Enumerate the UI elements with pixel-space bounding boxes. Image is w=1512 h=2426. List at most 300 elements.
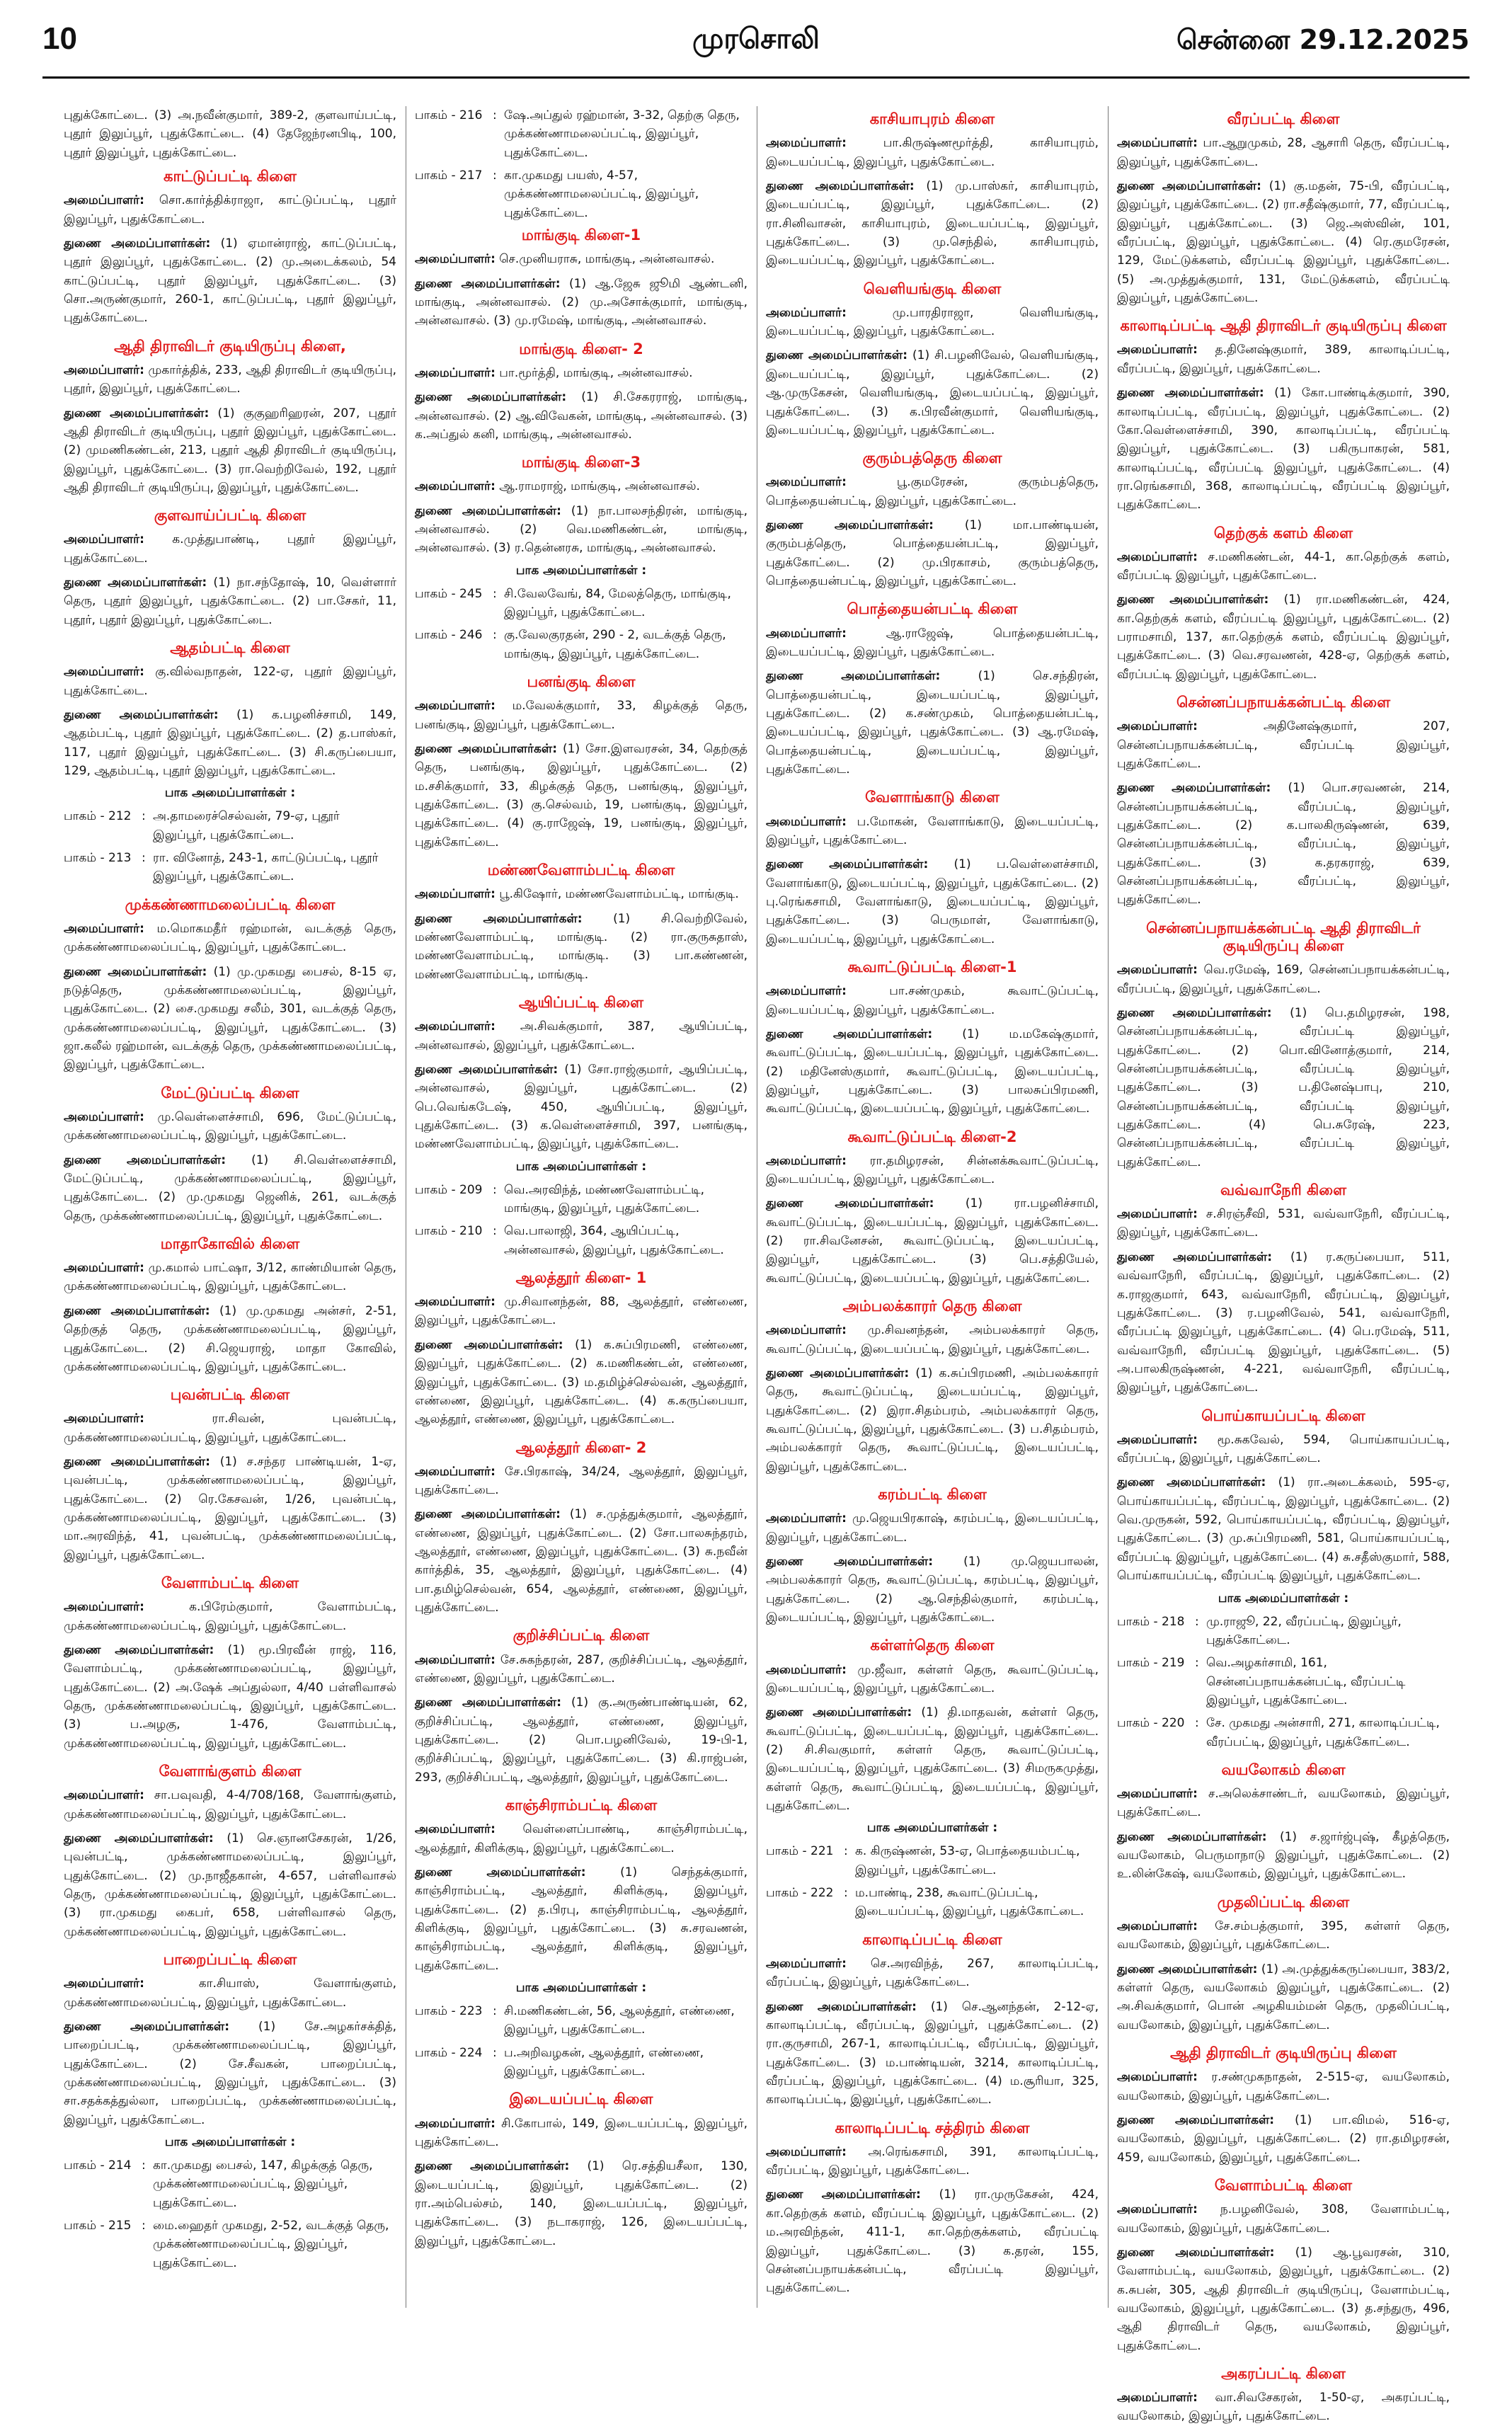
deputy-organizers-entry-text: (1) ரெ.சத்தியசீலா, 130, இடையப்பட்டி, இலுப்பூர், புதுக்கோட்டை. (2) ரா.அம்பெல்சம், 140, இடையப்பட்டி, இலுப்பூர், புதுக்கோட்டை. (3) நடாகராஜ், 126, இடையப்பட்டி, இலுப்பூர், புதுக்கோட்டை. — [415, 2159, 748, 2248]
organizer-entry-text: சே.சம்பத்குமார், 395, கள்ளர் தெரு, வயலோகம், இலுப்பூர், புதுக்கோட்டை. — [1117, 1919, 1450, 1952]
deputy-organizers-entry — [1117, 2243, 1450, 2355]
organizer-entry — [766, 1955, 1099, 1992]
organizer-entry-label: அமைப்பாளர்: — [766, 626, 847, 641]
organizer-entry — [64, 1974, 396, 2012]
deputy-organizers-entry-text: (1) மு.முகமது அன்சர், 2-51, தெற்குத் தெரு, முக்கண்ணாமலைப்பட்டி, இலுப்பூர், புதுக்கோட்டை. (2) சி.ஜெயராஜ், மாதா கோவில், முக்கண்ணாமலைப்பட்டி, இலுப்பூர், புதுக்கோட்டை. — [64, 1303, 396, 1374]
deputy-organizers-entry — [415, 2157, 748, 2250]
deputy-organizers-entry-text: (1) ம.மகேஷ்குமார், கூவாட்டுப்பட்டி, இடையப்பட்டி, இலுப்பூர், புதுக்கோட்டை. (2) மதினேஸ்குமார், கூவாட்டுப்பட்டி, இடையப்பட்டி, இலுப்பூர், புதுக்கோட்டை. (3) பாலசுப்பிரமணி, கூவாட்டுப்பட்டி, இடையப்பட்டி, இலுப்பூர், புதுக்கோட்டை. — [766, 1026, 1099, 1116]
deputy-organizers-entry-text: (1) ஆ.ஜேசு ஜூமி ஆண்டனி, மாங்குடி, அன்னவாசல். (2) மு.அசோக்குமார், மாங்குடி, அன்னவாசல். (3) மு.ரமேஷ், மாங்குடி, அன்னவாசல். — [415, 276, 748, 328]
branch-section — [766, 1931, 1099, 2110]
deputy-organizers-entry — [1117, 384, 1450, 514]
branch-section — [415, 2090, 748, 2250]
organizer-entry-text: பா.ஆறுமுகம், 28, ஆசாரி தெரு, வீரப்பட்டி, இலுப்பூர், புதுக்கோட்டை. — [1117, 136, 1450, 169]
organizer-entry-label: அமைப்பாளர்: — [766, 1511, 847, 1526]
organizer-entry-text: ச.அலெக்சாண்டர், வயலோகம், இலுப்பூர், புதுக்கோட்டை. — [1117, 1787, 1450, 1820]
organizer-entry-text: வெ.ரமேஷ், 169, சென்னப்பநாயக்கன்பட்டி, வீரப்பட்டி, இலுப்பூர், புதுக்கோட்டை. — [1117, 963, 1450, 996]
branch-section — [415, 454, 748, 663]
deputy-organizers-entry-label: துணை அமைப்பாளர்கள்: — [1117, 1005, 1272, 1020]
deputy-organizers-entry-text: (1) பா.விமல், 516-ஏ, வயலோகம், இலுப்பூர், புதுக்கோட்டை. (2) ரா.தமிழரசன், 459, வயலோகம், இலுப்பூர், புதுக்கோட்டை. — [1117, 2112, 1450, 2165]
organizer-entry-text: சா.பவுவதி, 4-4/708/168, வேளாங்குளம், முக்கண்ணாமலைப்பட்டி, இலுப்பூர், புதுக்கோட்டை. — [64, 1788, 397, 1821]
part-colon: : — [493, 2004, 497, 2018]
column-lead: புதுக்கோட்டை. (3) அ.நவீன்குமார், 389-2, குளவாய்பட்டி, புதூர் இலுப்பூர், புதுக்கோட்டை. (4) தேஜேந்ரனபிடி, 100, புதூர் இலுப்பூர், புதுக்கோட்டை. — [64, 108, 396, 160]
part-number: பாகம் - 224 — [415, 2045, 483, 2060]
organizer-entry-label: அமைப்பாளர்: — [415, 479, 496, 494]
deputy-organizers-entry-label: துணை அமைப்பாளர்கள்: — [1117, 781, 1271, 796]
organizer-entry-text: பா.கிருஷ்ணமூர்த்தி, காசியாபுரம், இடையப்பட்டி, இலுப்பூர், புதுக்கோட்டை. — [766, 136, 1099, 169]
column-4 — [1108, 106, 1450, 2424]
branch-title: வீரப்பட்டி கிளை — [1227, 110, 1340, 127]
branch-section — [1117, 2044, 1450, 2167]
deputy-organizers-entry-label: துணை அமைப்பாளர்கள்: — [64, 1643, 214, 1657]
deputy-organizers-entry-text: (1) கு.அருண்பாண்டியன், 62, குறிச்சிப்பட்டி, ஆலத்தூர், எண்ணை, இலுப்பூர், புதுக்கோட்டை. (2) பொ.பழனிவேல், 19-பி-1, குறிச்சிப்பட்டி, இலுப்பூர், புதுக்கோட்டை. (3) கி.ராஜ்பன், 293, குறிச்சிப்பட்டி, ஆலத்தூர், இலுப்பூர், புதுக்கோட்டை. — [415, 1695, 748, 1785]
branch-section — [1117, 920, 1450, 1172]
deputy-organizers-entry-text: (1) சே.அழகர்சக்தித், பாறைப்பட்டி, முக்கண்ணாமலைப்பட்டி, இலுப்பூர், புதுக்கோட்டை. (2) சே.சீவகன், பாறைப்பட்டி, முக்கண்ணாமலைப்பட்டி, இலுப்பூர், புதுக்கோட்டை. (3) சா.சதக்கத்துல்லா, பாறைப்பட்டி, முக்கண்ணாமலைப்பட்டி, இலுப்பூர், புதுக்கோட்டை. — [64, 2019, 396, 2127]
part-colon: : — [142, 851, 146, 866]
organizer-entry-text: ஆ.ராமராஜ், மாங்குடி, அன்னவாசல். — [499, 479, 700, 494]
deputy-organizers-entry-label: துணை அமைப்பாளர்கள்: — [64, 2019, 230, 2034]
organizer-entry-label: அமைப்பாளர்: — [766, 814, 847, 829]
organizer-entry-text: பா.மூர்த்தி, மாங்குடி, அன்னவாசல். — [499, 365, 693, 380]
branch-title: இடையப்பட்டி கிளை — [509, 2090, 653, 2108]
organizer-entry — [1117, 548, 1450, 585]
part-row — [415, 1181, 748, 1218]
deputy-organizers-entry — [64, 963, 396, 1075]
deputy-organizers-entry — [1117, 1004, 1450, 1172]
part-text: வெ.அழகர்சாமி, 161, சென்னப்பநாயக்கன்பட்டி, வீரப்பட்டி இலுப்பூர், புதுக்கோட்டை. — [1206, 1656, 1406, 1707]
part-number: பாகம் - 218 — [1117, 1614, 1185, 1629]
column-1 — [64, 106, 396, 2308]
organizer-entry-text: மூ.சுகவேல், 594, பொய்காயப்பட்டி, வீரப்பட்டி, இலுப்பூர், புதுக்கோட்டை. — [1117, 1432, 1450, 1466]
deputy-organizers-entry-label: துணை அமைப்பாளர்கள்: — [415, 1062, 559, 1077]
deputy-organizers-entry — [64, 1302, 396, 1376]
branch-title: தெற்குக் களம் கிளை — [1213, 524, 1353, 542]
deputy-organizers-entry-text: (1) செந்தக்குமார், காஞ்சிராம்பட்டி, ஆலத்தூர், கிளிக்குடி, இலுப்பூர், புதுக்கோட்டை. (2) த.பிரபு, காஞ்சிராம்பட்டி, ஆலத்தூர், கிளிக்குடி, இலுப்பூர், புதுக்கோட்டை. (3) சு.சரவணன், காஞ்சிராம்பட்டி, ஆலத்தூர், கிளிக்குடி, இலுப்பூர், புதுக்கோட்டை. — [415, 1865, 748, 1973]
deputy-organizers-entry — [1117, 1248, 1450, 1397]
deputy-organizers-entry-text: (1) க.சுப்பிரமணி, எண்ணை, இலுப்பூர், புதுக்கோட்டை. (2) க.மணிகண்டன், எண்ணை, இலுப்பூர், புதுக்கோட்டை. (3) ம.தமிழ்ச்செல்வன், ஆலத்தூர், எண்ணை, இலுப்பூர், புதுக்கோட்டை. (4) க.கருப்பையா, ஆலத்தூர், எண்ணை, இலுப்பூர், புதுக்கோட்டை. — [415, 1337, 748, 1427]
deputy-organizers-entry — [415, 275, 748, 331]
deputy-organizers-entry-text: (1) ர.கருப்பையா, 511, வவ்வாநேரி, வீரப்பட்டி, இலுப்பூர், புதுக்கோட்டை. (2) க.ராஜகுமார், 643, வவ்வாநேரி, வீரப்பட்டி, இலுப்பூர், புதுக்கோட்டை. (3) ர.பழனிவேல், 541, வவ்வாநேரி, வீரப்பட்டி இலுப்பூர், புதுக்கோட்டை. (4) பெ.ரமேஷ், 511, வவ்வாநேரி, வீரப்பட்டி இலுப்பூர், புதுக்கோட்டை. (5) அ.பாலகிருஷ்ணன், 4-221, வவ்வாநேரி, வீரப்பட்டி, இலுப்பூர், புதுக்கோட்டை. — [1117, 1249, 1450, 1395]
organizer-entry-text: மு.பாரதிராஜா, வெளியங்குடி, இடையப்பட்டி, இலுப்பூர், புதுக்கோட்டை. — [766, 305, 1099, 339]
deputy-organizers-entry — [415, 740, 748, 852]
organizer-entry-text: மு.கமால் பாட்ஷா, 3/12, காண்மியான் தெரு, முக்கண்ணாமலைப்பட்டி, இலுப்பூர், புதுக்கோட்டை. — [64, 1261, 396, 1294]
deputy-organizers-entry-text: (1) ச.சந்தர பாண்டியன், 1-ஏ, புவன்பட்டி, முக்கண்ணாமலைப்பட்டி, இலுப்பூர், புதுக்கோட்டை. (2) ரெ.கேசவன், 1/26, புவன்பட்டி, முக்கண்ணாமலைப்பட்டி, இலுப்பூர், புதுக்கோட்டை. (3) மா.அரவிந்த், 41, புவன்பட்டி, முக்கண்ணாமலைப்பட்டி, இலுப்பூர், புதுக்கோட்டை. — [64, 1455, 396, 1562]
branch-section — [766, 280, 1099, 440]
part-number: பாகம் - 209 — [415, 1182, 483, 1197]
branch-title: முதலிப்பட்டி கிளை — [1217, 1893, 1350, 1911]
deputy-organizers-entry-label: துணை அமைப்பாளர்கள்: — [415, 390, 567, 405]
branch-section — [766, 600, 1099, 779]
part-text: கு.வேலகுரதன், 290 - 2, வடக்குத் தெரு, மாங்குடி, இலுப்பூர், புதுக்கோட்டை. — [504, 628, 726, 661]
deputy-organizers-entry-text: (1) நா.சந்தோஷ், 10, வெள்ளார் தெரு, புதூர் இலுப்பூர், புதுக்கோட்டை. (2) பா.சேகர், 11, புதூர், புதூர் இலுப்பூர், புதுக்கோட்டை. — [64, 576, 396, 627]
organizer-entry — [1117, 2068, 1450, 2105]
organizer-entry-text: மு.ஜெயபிரகாஷ், கரம்பட்டி, இடையப்பட்டி, இலுப்பூர், புதுக்கோட்டை. — [766, 1511, 1099, 1545]
part-colon: : — [493, 1224, 497, 1239]
deputy-organizers-entry — [766, 1364, 1099, 1476]
organizer-entry-text: வா.சிவசேகரன், 1-50-ஏ, அகரப்பட்டி, வயலோகம், இலுப்பூர், புதுக்கோட்டை. — [1117, 2391, 1450, 2424]
deputy-organizers-entry — [415, 1060, 748, 1154]
branch-title: மாதாகோவில் கிளை — [160, 1235, 300, 1252]
part-number: பாகம் - 212 — [64, 809, 132, 824]
branch-section — [766, 450, 1099, 590]
organizer-entry-label: அமைப்பாளர்: — [415, 887, 496, 902]
organizer-entry-label: அமைப்பாளர்: — [766, 984, 847, 999]
deputy-organizers-entry-label: துணை அமைப்பாளர்கள்: — [766, 518, 934, 533]
branch-section — [64, 507, 396, 629]
organizer-entry-text: பூ.குமரேசன், குரும்பத்தெரு, பொத்தையன்பட்டி, இலுப்பூர், புதுக்கோட்டை. — [766, 475, 1099, 508]
part-colon: : — [844, 1885, 848, 1900]
organizer-entry — [415, 1017, 748, 1055]
deputy-organizers-entry — [766, 346, 1099, 440]
part-number: பாகம் - 246 — [415, 628, 483, 643]
organizer-entry-label: அமைப்பாளர்: — [766, 2144, 847, 2159]
organizer-entry-label: அமைப்பாளர்: — [64, 1788, 144, 1803]
part-text: ம.பாண்டி, 238, கூவாட்டுப்பட்டி, இடையப்பட்டி, இலுப்பூர், புதுக்கோட்டை. — [855, 1885, 1084, 1919]
organizer-entry-label: அமைப்பாளர்: — [766, 1662, 847, 1677]
deputy-organizers-entry — [1117, 590, 1450, 684]
organizer-entry-label: அமைப்பாளர்: — [766, 1323, 847, 1338]
organizer-entry — [1117, 341, 1450, 378]
organizer-entry-label: அமைப்பாளர்: — [64, 1261, 144, 1276]
branch-section — [766, 789, 1099, 949]
deputy-organizers-entry-text: (1) மா.பாண்டியன், குரும்பத்தெரு, பொத்தையன்பட்டி, இலுப்பூர், புதுக்கோட்டை. (2) மு.பிரகாசம், குரும்பத்தெரு, பொத்தையன்பட்டி, இலுப்பூர், புதுக்கோட்டை. — [766, 518, 1099, 589]
organizer-entry-label: அமைப்பாளர்: — [64, 532, 144, 547]
organizer-entry — [64, 920, 396, 957]
branch-section — [415, 1797, 748, 2081]
branch-section — [415, 862, 748, 984]
branch-section — [415, 994, 748, 1259]
branch-section — [64, 1085, 396, 1225]
deputy-organizers-entry-label: துணை அமைப்பாளர்கள்: — [766, 1999, 917, 2014]
deputy-organizers-entry-label: துணை அமைப்பாளர்கள்: — [1117, 2112, 1275, 2127]
organizer-entry — [766, 1321, 1099, 1358]
organizer-entry-text: க.முத்துபாண்டி, புதூர் இலுப்பூர், புதுக்கோட்டை. — [64, 532, 397, 566]
deputy-organizers-entry-text: (1) சோ.இளவரசன், 34, தெற்குத் தெரு, பனங்குடி, இலுப்பூர், புதுக்கோட்டை. (2) ம.சசிக்குமார், 33, கிழக்குத் தெரு, பனங்குடி, இலுப்பூர், புதுக்கோட்டை. (3) கு.செல்வம், 19, பனங்குடி, இலுப்பூர், புதுக்கோட்டை. (4) கு.ராஜேஷ், 19, பனங்குடி, இலுப்பூர், புதுக்கோட்டை. — [415, 742, 748, 849]
organizer-entry-label: அமைப்பாளர்: — [415, 252, 496, 267]
deputy-organizers-entry-text: (1) மூ.பிரவீன் ராஜ், 116, வேளாம்பட்டி, முக்கண்ணாமலைப்பட்டி, இலுப்பூர், புதுக்கோட்டை. (2) அ.ஷேக் அப்துல்லா, 4/40 பள்ளிவாசல் தெரு, முக்கண்ணாமலைப்பட்டி, இலுப்பூர், புதுக்கோட்டை. (3) ப.அழகு, 1-476, வேளாம்பட்டி, முக்கண்ணாமலைப்பட்டி, இலுப்பூர், புதுக்கோட்டை. — [64, 1643, 396, 1751]
organizer-entry-label: அமைப்பாளர்: — [1117, 2070, 1198, 2085]
deputy-organizers-entry-text: (1) பொ.சரவணன், 214, சென்னப்பநாயக்கன்பட்டி, வீரப்பட்டி, இலுப்பூர், புதுக்கோட்டை. (2) க.பாலகிருஷ்ணன், 639, சென்னப்பநாயக்கன்பட்டி, வீரப்பட்டி, இலுப்பூர், புதுக்கோட்டை. (3) க.தரகராஜ், 639, சென்னப்பநாயக்கன்பட்டி, வீரப்பட்டி, இலுப்பூர், புதுக்கோட்டை. — [1117, 781, 1450, 908]
deputy-organizers-entry — [415, 388, 748, 444]
organizer-entry-label: அமைப்பாளர்: — [415, 1019, 496, 1034]
part-text: சே. முகமது அன்சாரி, 271, காலாடிப்பட்டி, வீரப்பட்டி, இலுப்பூர், புதுக்கோட்டை. — [1206, 1716, 1440, 1749]
branch-title: புவன்பட்டி கிளை — [170, 1386, 290, 1404]
branch-title: காசியாபுரம் கிளை — [869, 110, 995, 127]
branch-section — [1117, 317, 1450, 514]
branch-title: அம்பலக்காரர் தெரு கிளை — [842, 1298, 1022, 1315]
part-organizers-heading: பாக அமைப்பாளர்கள் : — [164, 786, 296, 801]
branch-title: மாங்குடி கிளை-3 — [521, 454, 641, 471]
organizer-entry — [766, 1509, 1099, 1547]
deputy-organizers-entry-text: (1) செ.சந்திரன், பொத்தையன்பட்டி, இடையப்பட்டி, இலுப்பூர், புதுக்கோட்டை. (2) க.சண்முகம், பொத்தையன்பட்டி, இடையப்பட்டி, இலுப்பூர், புதுக்கோட்டை. (3) ஆ.ரமேஷ், பொத்தையன்பட்டி, இடையப்பட்டி, இலுப்பூர், புதுக்கோட்டை. — [766, 669, 1099, 777]
part-text: ஷே.அப்துல் ரஹ்மான், 3-32, தெற்கு தெரு, முக்கண்ணாமலைப்பட்டி, இலுப்பூர், புதுக்கோட்டை. — [504, 108, 740, 160]
part-number: பாகம் - 217 — [415, 168, 483, 183]
part-text: கா.முகமது பைசல், 147, கிழக்குத் தெரு, முக்கண்ணாமலைப்பட்டி, இலுப்பூர், புதுக்கோட்டை. — [153, 2158, 373, 2210]
branch-section — [415, 673, 748, 852]
organizer-entry-text: மு.ஜீவா, கள்ளர் தெரு, கூவாட்டுப்பட்டி, இடையப்பட்டி, இலுப்பூர், புதுக்கோட்டை. — [766, 1662, 1099, 1695]
organizer-entry-text: க.பிரேம்குமார், வேளாம்பட்டி, முக்கண்ணாமலைப்பட்டி, இலுப்பூர், புதுக்கோட்டை. — [64, 1600, 396, 1633]
branch-title: ஆதி திராவிடர் குடியிருப்பு கிளை, — [114, 337, 346, 355]
organizer-entry-text: ரா.சிவன், புவன்பட்டி, முக்கண்ணாமலைப்பட்டி, இலுப்பூர், புதுக்கோட்டை. — [64, 1412, 396, 1445]
organizer-entry-label: அமைப்பாளர்: — [64, 362, 144, 377]
organizer-entry — [766, 473, 1099, 510]
branch-title: சென்னப்பநாயக்கன்பட்டி கிளை — [1176, 694, 1391, 711]
branch-title: மேட்டுப்பட்டி கிளை — [161, 1084, 299, 1102]
branch-title: கூவாட்டுப்பட்டி கிளை-2 — [847, 1128, 1017, 1145]
branch-section — [64, 1951, 396, 2272]
branch-section — [64, 338, 396, 498]
part-row — [64, 807, 396, 845]
deputy-organizers-entry — [415, 502, 748, 558]
organizer-entry — [415, 477, 748, 496]
organizer-entry-text: ஆ.ராஜேஷ், பொத்தையன்பட்டி, இடையப்பட்டி, இலுப்பூர், புதுக்கோட்டை. — [766, 626, 1099, 659]
organizer-entry — [415, 885, 748, 903]
header-rule — [42, 76, 1470, 79]
part-text: க. கிருஷ்ணன், 53-ஏ, பொத்தையம்பட்டி, இலுப்பூர், புதுக்கோட்டை. — [855, 1844, 1080, 1877]
branch-section — [64, 1386, 396, 1564]
deputy-organizers-entry-label: துணை அமைப்பாளர்கள்: — [64, 1152, 227, 1167]
part-text: சி.வேலவேங், 84, மேலத்தெரு, மாங்குடி, இலுப்பூர், புதுக்கோட்டை. — [504, 586, 731, 620]
organizer-entry — [1117, 2388, 1450, 2426]
deputy-organizers-entry-label: துணை அமைப்பாளர்கள்: — [64, 236, 211, 251]
part-text: சி.மணிகண்டன், 56, ஆலத்தூர், எண்ணை, இலுப்பூர், புதுக்கோட்டை. — [504, 2004, 735, 2037]
deputy-organizers-entry — [64, 404, 396, 498]
deputy-organizers-entry — [1117, 1960, 1450, 2035]
deputy-organizers-entry-label: துணை அமைப்பாளர்கள்: — [766, 1366, 910, 1381]
part-organizers-heading: பாக அமைப்பாளர்கள் : — [515, 1159, 647, 1174]
branch-section — [1117, 1761, 1450, 1884]
branch-title: ஆதம்பட்டி கிளை — [170, 639, 290, 657]
deputy-organizers-entry — [766, 1998, 1099, 2110]
part-organizers-heading: பாக அமைப்பாளர்கள் : — [164, 2134, 296, 2149]
organizer-entry-label: அமைப்பாளர்: — [64, 921, 144, 936]
organizer-entry — [415, 697, 748, 734]
organizer-entry-label: அமைப்பாளர்: — [415, 1652, 496, 1667]
deputy-organizers-entry-text: (1) ரா.முருகேசன், 424, கா.தெற்குக் களம், வீரப்பட்டி இலுப்பூர், புதுக்கோட்டை. (2) ம.அரவிந்தன், 411-1, கா.தெற்குக்களம், வீரப்பட்டி இலுப்பூர், புதுக்கோட்டை. (3) க.தரன், 155, சென்னப்பநாயக்கன்பட்டி, வீரப்பட்டி இலுப்பூர், புதுக்கோட்டை. — [766, 2187, 1099, 2296]
branch-title: ஆலத்தூர் கிளை- 2 — [515, 1438, 647, 1456]
organizer-entry-text: ம.வேலக்குமார், 33, கிழக்குத் தெரு, பனங்குடி, இலுப்பூர், புதுக்கோட்டை. — [415, 699, 748, 732]
deputy-organizers-entry — [766, 1194, 1099, 1288]
deputy-organizers-entry-label: துணை அமைப்பாளர்கள்: — [1117, 1962, 1258, 1976]
deputy-organizers-entry-text: (1) ஆ.பூவரசன், 310, வேளாம்பட்டி, வயலோகம், இலுப்பூர், புதுக்கோட்டை. (2) க.சுபன், 305, ஆதி திராவிடர் குடியிருப்பு, வேளாம்பட்டி, வயலோகம், இலுப்பூர், புதுக்கோட்டை. (3) த.சந்துரு, 496, ஆதி திராவிடர் தெரு, வயலோகம், இலுப்பூர், புதுக்கோட்டை. — [1117, 2245, 1450, 2353]
branch-section — [1117, 525, 1450, 685]
part-colon: : — [493, 108, 497, 122]
part-text: ப.அறிவழகன், ஆலத்தூர், எண்ணை, இலுப்பூர், புதுக்கோட்டை. — [504, 2045, 704, 2079]
part-number: பாகம் - 220 — [1117, 1716, 1185, 1731]
branch-section — [64, 1574, 396, 1753]
part-number: பாகம் - 221 — [766, 1844, 834, 1859]
deputy-organizers-entry-label: துணை அமைப்பாளர்கள்: — [766, 669, 941, 684]
branch-title: வெளியங்குடி கிளை — [863, 280, 1002, 297]
deputy-organizers-entry-label: துணை அமைப்பாளர்கள்: — [766, 1554, 934, 1569]
organizer-entry-text: செ.அரவிந்த், 267, காலாடிப்பட்டி, வீரப்பட்டி, இலுப்பூர், புதுக்கோட்டை. — [766, 1956, 1099, 1990]
article-columns — [64, 106, 1451, 2424]
organizer-entry — [415, 2115, 748, 2152]
deputy-organizers-entry-label: துணை அமைப்பாளர்கள்: — [415, 742, 558, 756]
branch-title: கூவாட்டுப்பட்டி கிளை-1 — [847, 958, 1017, 975]
branch-title: கரம்பட்டி கிளை — [878, 1486, 987, 1504]
part-colon: : — [1195, 1656, 1199, 1671]
branch-section — [766, 1298, 1099, 1476]
organizer-entry-label: அமைப்பாளர்: — [766, 475, 847, 490]
organizer-entry — [1117, 1785, 1450, 1822]
part-colon: : — [142, 809, 146, 824]
branch-title: வேளாம்பட்டி கிளை — [161, 1574, 299, 1592]
organizer-entry-text: மு.சிவானந்தன், 88, ஆலத்தூர், எண்ணை, இலுப்பூர், புதுக்கோட்டை. — [415, 1295, 748, 1328]
organizer-entry-label: அமைப்பாளர்: — [415, 2116, 496, 2131]
deputy-organizers-entry-text: (1) கு.மதன், 75-பி, வீரப்பட்டி, இலுப்பூர், புதுக்கோட்டை. (2) ரா.சதீஷ்குமார், 77, வீரப்பட்டி, இலுப்பூர், புதுக்கோட்டை. (3) ஜெ.அஸ்வின், 101, வீரப்பட்டி, இலுப்பூர், புதுக்கோட்டை. (4) ரெ.குமரேசன், 129, மேட்டுக்களம், வீரப்பட்டி இலுப்பூர், புதுக்கோட்டை. (5) அ.முத்துக்குமார், 131, மேட்டுக்களம், வீரப்பட்டி இலுப்பூர், புதுக்கோட்டை. — [1117, 178, 1450, 305]
organizer-entry-text: அ.ரெங்கசாமி, 391, காலாடிப்பட்டி, வீரப்பட்டி, இலுப்பூர், புதுக்கோட்டை. — [766, 2144, 1099, 2178]
deputy-organizers-entry-label: துணை அமைப்பாளர்கள்: — [64, 708, 219, 722]
branch-title: பொத்தையன்பட்டி கிளை — [847, 600, 1018, 618]
branch-section — [766, 959, 1099, 1118]
organizer-entry — [766, 134, 1099, 171]
deputy-organizers-entry-text: (1) செ.ஆனந்தன், 2-12-ஏ, காலாடிப்பட்டி, வீரப்பட்டி, இலுப்பூர், புதுக்கோட்டை. (2) ரா.குருசாமி, 267-1, காலாடிப்பட்டி, வீரப்பட்டி, இலுப்பூர், புதுக்கோட்டை. (3) ம.பாண்டியன், 3214, காலாடிப்பட்டி, வீரப்பட்டி, இலுப்பூர், புதுக்கோட்டை. (4) ம.சூரியா, 325, காலாடிப்பட்டி, இலுப்பூர், புதுக்கோட்டை. — [766, 1999, 1099, 2107]
organizer-entry-label: அமைப்பாளர்: — [64, 193, 144, 208]
deputy-organizers-entry — [766, 1025, 1099, 1118]
organizer-entry — [64, 1409, 396, 1447]
organizer-entry-text: செ.முனியராசு, மாங்குடி, அன்னவாசல். — [499, 252, 715, 267]
deputy-organizers-entry-label: துணை அமைப்பாளர்கள்: — [1117, 2245, 1275, 2260]
branch-section — [415, 227, 748, 331]
organizer-entry-label: அமைப்பாளர்: — [1117, 1919, 1198, 1933]
organizer-entry-label: அமைப்பாளர்: — [64, 665, 144, 680]
organizer-entry — [1117, 2200, 1450, 2238]
organizer-entry — [64, 1259, 396, 1296]
part-colon: : — [142, 2158, 146, 2173]
part-text: மை.ஹைதர் முகமது, 2-52, வடக்குத் தெரு, முக்கண்ணாமலைப்பட்டி, இலுப்பூர், புதுக்கோட்டை. — [153, 2218, 389, 2270]
organizer-entry — [415, 250, 748, 268]
part-organizers-heading: பாக அமைப்பாளர்கள் : — [515, 563, 647, 578]
organizer-entry-text: சே.சுகந்தரன், 287, குறிச்சிப்பட்டி, ஆலத்தூர், எண்ணை, இலுப்பூர், புதுக்கோட்டை. — [415, 1652, 748, 1686]
deputy-organizers-entry-label: துணை அமைப்பாளர்கள்: — [1117, 178, 1261, 193]
branch-title: காஞ்சிராம்பட்டி கிளை — [505, 1797, 658, 1814]
organizer-entry — [766, 1152, 1099, 1189]
deputy-organizers-entry-label: துணை அமைப்பாளர்கள்: — [64, 964, 207, 979]
branch-title: ஆதி திராவிடர் குடியிருப்பு கிளை — [1170, 2044, 1397, 2062]
organizer-entry-text: முகார்த்திக், 233, ஆதி திராவிடர் குடியிருப்பு, புதூர், இலுப்பூர், புதுக்கோட்டை. — [64, 362, 396, 396]
deputy-organizers-entry-label: துணை அமைப்பாளர்கள்: — [64, 576, 207, 590]
deputy-organizers-entry — [766, 667, 1099, 779]
branch-title: வேளாம்பட்டி கிளை — [1214, 2176, 1353, 2194]
deputy-organizers-entry-text: (1) கோ.பாண்டிக்குமார், 390, காலாடிப்பட்டி, வீரப்பட்டி, இலுப்பூர், புதுக்கோட்டை. (2) கோ.வெள்ளைச்சாமி, 390, காலாடிப்பட்டி, வீரப்பட்டி இலுப்பூர், புதுக்கோட்டை. (3) பகிருபாகரன், 581, காலாடிப்பட்டி, வீரப்பட்டி இலுப்பூர், புதுக்கோட்டை. (4) ரா.ரெங்கசாமி, 368, காலாடிப்பட்டி, வீரப்பட்டி இலுப்பூர், புதுக்கோட்டை. — [1117, 386, 1450, 513]
organizer-entry — [766, 813, 1099, 850]
organizer-entry — [64, 663, 396, 700]
deputy-organizers-entry — [766, 2185, 1099, 2297]
organizer-entry — [415, 1820, 748, 1858]
deputy-organizers-entry-label: துணை அமைப்பாளர்கள்: — [415, 503, 561, 518]
organizer-entry — [415, 364, 748, 382]
organizer-entry — [766, 2143, 1099, 2180]
deputy-organizers-entry — [64, 1829, 396, 1941]
organizer-entry — [1117, 717, 1450, 773]
deputy-organizers-entry — [64, 1641, 396, 1753]
part-row — [64, 849, 396, 886]
organizer-entry — [64, 361, 396, 399]
deputy-organizers-entry-label: துணை அமைப்பாளர்கள்: — [1117, 1475, 1266, 1490]
newspaper-title: முரசொலி — [692, 23, 820, 55]
deputy-organizers-entry — [415, 1863, 748, 1975]
branch-section — [1117, 110, 1450, 307]
organizer-entry-label: அமைப்பாளர்: — [1117, 963, 1198, 978]
organizer-entry — [766, 304, 1099, 341]
branch-section — [415, 1439, 748, 1618]
organizer-entry — [1117, 1205, 1450, 1242]
deputy-organizers-entry — [766, 177, 1099, 270]
organizer-entry-text: த.தினேஷ்குமார், 389, காலாடிப்பட்டி, வீரப்பட்டி, இலுப்பூர், புதுக்கோட்டை. — [1117, 343, 1450, 376]
organizer-entry-text: கு.வில்வநாதன், 122-ஏ, புதூர் இலுப்பூர், புதுக்கோட்டை. — [64, 665, 397, 698]
organizer-entry — [415, 1463, 748, 1500]
deputy-organizers-entry-label: துணை அமைப்பாளர்கள்: — [64, 1303, 210, 1318]
deputy-organizers-entry-text: (1) அ.முத்துக்கருப்பையா, 383/2, கள்ளர் தெரு, வயலோகம் இலுப்பூர், புதுக்கோட்டை. (2) அ.சிவக்குமார், பொன் அழகியம்மன் தெரு, முதலிப்பட்டி, வயலோகம், இலுப்பூர், புதுக்கோட்டை. — [1117, 1962, 1450, 2032]
branch-section — [64, 1763, 396, 1941]
branch-section — [1117, 1407, 1450, 1751]
deputy-organizers-entry-label: துணை அமைப்பாளர்கள்: — [64, 1831, 214, 1846]
part-text: வெ.அரவிந்த், மண்ணவேளாம்பட்டி, மாங்குடி, இலுப்பூர், புதுக்கோட்டை. — [504, 1182, 705, 1215]
part-row — [415, 166, 748, 222]
part-text: ரா. வினோத், 243-1, காட்டுப்பட்டி, புதூர் இலுப்பூர், புதுக்கோட்டை. — [153, 851, 379, 884]
organizer-entry-text: ச.சிரஞ்சீவி, 531, வவ்வாநேரி, வீரப்பட்டி, இலுப்பூர், புதுக்கோட்டை. — [1117, 1207, 1450, 1240]
deputy-organizers-entry-text: (1) ரா.அடைக்கலம், 595-ஏ, பொய்காயப்பட்டி, வீரப்பட்டி, இலுப்பூர், புதுக்கோட்டை. (2) வெ.முருகன், 592, பொய்காயப்பட்டி, வீரப்பட்டி, இலுப்பூர், புதுக்கோட்டை. (3) மு.சுப்பிரமணி, 581, பொய்காயப்பட்டி, வீரப்பட்டி இலுப்பூர், புதுக்கோட்டை. (4) சு.சதீஸ்குமார், 588, பொய்காயப்பட்டி, வீரப்பட்டி இலுப்பூர், புதுக்கோட்டை. — [1117, 1475, 1450, 1584]
deputy-organizers-entry-label: துணை அமைப்பாளர்கள்: — [1117, 1829, 1267, 1844]
branch-title: காலாடிப்பட்டி ஆதி திராவிடர் குடியிருப்பு கிளை — [1120, 317, 1447, 335]
deputy-organizers-entry-text: (1) ரா.மணிகண்டன், 424, கா.தெற்குக் களம், வீரப்பட்டி இலுப்பூர், புதுக்கோட்டை. (2) பராமசாமி, 137, கா.தெற்குக் களம், வீரப்பட்டி இலுப்பூர், புதுக்கோட்டை. (3) வெ.சரவணன், 428-ஏ, தெற்குக் களம், வீரப்பட்டி இலுப்பூர், புதுக்கோட்டை. — [1117, 593, 1450, 682]
branch-section — [766, 1486, 1099, 1627]
place-date: சென்னை 29.12.2025 — [1176, 24, 1470, 55]
part-row — [64, 2156, 396, 2212]
part-organizers-heading: பாக அமைப்பாளர்கள் : — [515, 1981, 647, 1995]
part-row — [766, 1842, 1099, 1879]
organizer-entry — [64, 1786, 396, 1824]
organizer-entry-label: அமைப்பாளர்: — [1117, 136, 1198, 151]
organizer-entry-label: அமைப்பாளர்: — [1117, 719, 1198, 734]
organizer-entry-label: அமைப்பாளர்: — [1117, 2202, 1198, 2217]
part-text: வெ.பாலாஜி, 364, ஆயிப்பட்டி, அன்னவாசல், இலுப்பூர், புதுக்கோட்டை. — [504, 1224, 724, 1257]
organizer-entry-text: சொ.கார்த்திக்ராஜா, காட்டுப்பட்டி, புதூர் இலுப்பூர், புதுக்கோட்டை. — [64, 193, 396, 227]
deputy-organizers-entry — [415, 1693, 748, 1787]
deputy-organizers-entry-label: துணை அமைப்பாளர்கள்: — [415, 1865, 586, 1879]
deputy-organizers-entry-label: துணை அமைப்பாளர்கள்: — [766, 1705, 912, 1720]
deputy-organizers-entry-text: (1) நா.பாலசந்திரன், மாங்குடி, அன்னவாசல். (2) வெ.மணிகண்டன், மாங்குடி, அன்னவாசல். (3) ர.தென்னரசு, மாங்குடி, அன்னவாசல். — [415, 503, 748, 556]
branch-title: ஆயிப்பட்டி கிளை — [518, 993, 644, 1011]
organizer-entry-label: அமைப்பாளர்: — [64, 1600, 144, 1615]
deputy-organizers-entry — [1117, 1473, 1450, 1585]
deputy-organizers-entry — [766, 516, 1099, 590]
deputy-organizers-entry — [415, 1336, 748, 1429]
deputy-organizers-entry — [415, 1505, 748, 1617]
branch-section — [766, 110, 1099, 270]
organizer-entry-text: சி.கோபால், 149, இடையப்பட்டி, இலுப்பூர், புதுக்கோட்டை. — [415, 2116, 748, 2149]
branch-title: சென்னப்பநாயக்கன்பட்டி ஆதி திராவிடர் குடியிருப்பு கிளை — [1146, 919, 1421, 954]
deputy-organizers-entry-label: துணை அமைப்பாளர்கள்: — [64, 406, 210, 420]
branch-section — [64, 896, 396, 1075]
organizer-entry-label: அமைப்பாளர்: — [1117, 549, 1198, 564]
organizer-entry — [64, 1108, 396, 1145]
organizer-entry-text: வெள்ளைப்பாண்டி, காஞ்சிராம்பட்டி, ஆலத்தூர், கிளிக்குடி, இலுப்பூர், புதுக்கோட்டை. — [415, 1822, 748, 1855]
organizer-entry-text: கா.சியாஸ், வேளாங்குளம், முக்கண்ணாமலைப்பட்டி, இலுப்பூர், புதுக்கோட்டை. — [64, 1976, 397, 2010]
deputy-organizers-entry-text: (1) ஏமான்ராஜ், காட்டுப்பட்டி, புதூர் இலுப்பூர், புதுக்கோட்டை. (2) மு.அடைக்கலம், 54 காட்டுப்பட்டி, புதூர் இலுப்பூர், புதுக்கோட்டை. (3) சொ.அருண்குமார், 260-1, காட்டுப்பட்டி, புதூர் இலுப்பூர், புதுக்கோட்டை. — [64, 236, 396, 326]
deputy-organizers-entry-label: துணை அமைப்பாளர்கள்: — [766, 348, 908, 363]
deputy-organizers-entry — [64, 573, 396, 629]
part-colon: : — [493, 168, 497, 183]
organizer-entry-label: அமைப்பாளர்: — [64, 1109, 144, 1124]
deputy-organizers-entry-text: (1) சோ.ராஜ்குமார், ஆயிப்பட்டி, அன்னவாசல், இலுப்பூர், புதுக்கோட்டை. (2) பெ.வெங்கடேஷ், 450, ஆயிப்பட்டி, இலுப்பூர், புதுக்கோட்டை. (3) க.வெள்ளைச்சாமி, 397, பனங்குடி, மண்ணவேளாம்பட்டி, இலுப்பூர், புதுக்கோட்டை. — [415, 1062, 748, 1152]
part-colon: : — [493, 1182, 497, 1197]
part-colon: : — [1195, 1614, 1199, 1629]
organizer-entry — [766, 1661, 1099, 1698]
part-number: பாகம் - 214 — [64, 2158, 132, 2173]
deputy-organizers-entry-label: துணை அமைப்பாளர்கள்: — [766, 2187, 921, 2202]
branch-title: குரும்பத்தெரு கிளை — [862, 450, 1002, 467]
